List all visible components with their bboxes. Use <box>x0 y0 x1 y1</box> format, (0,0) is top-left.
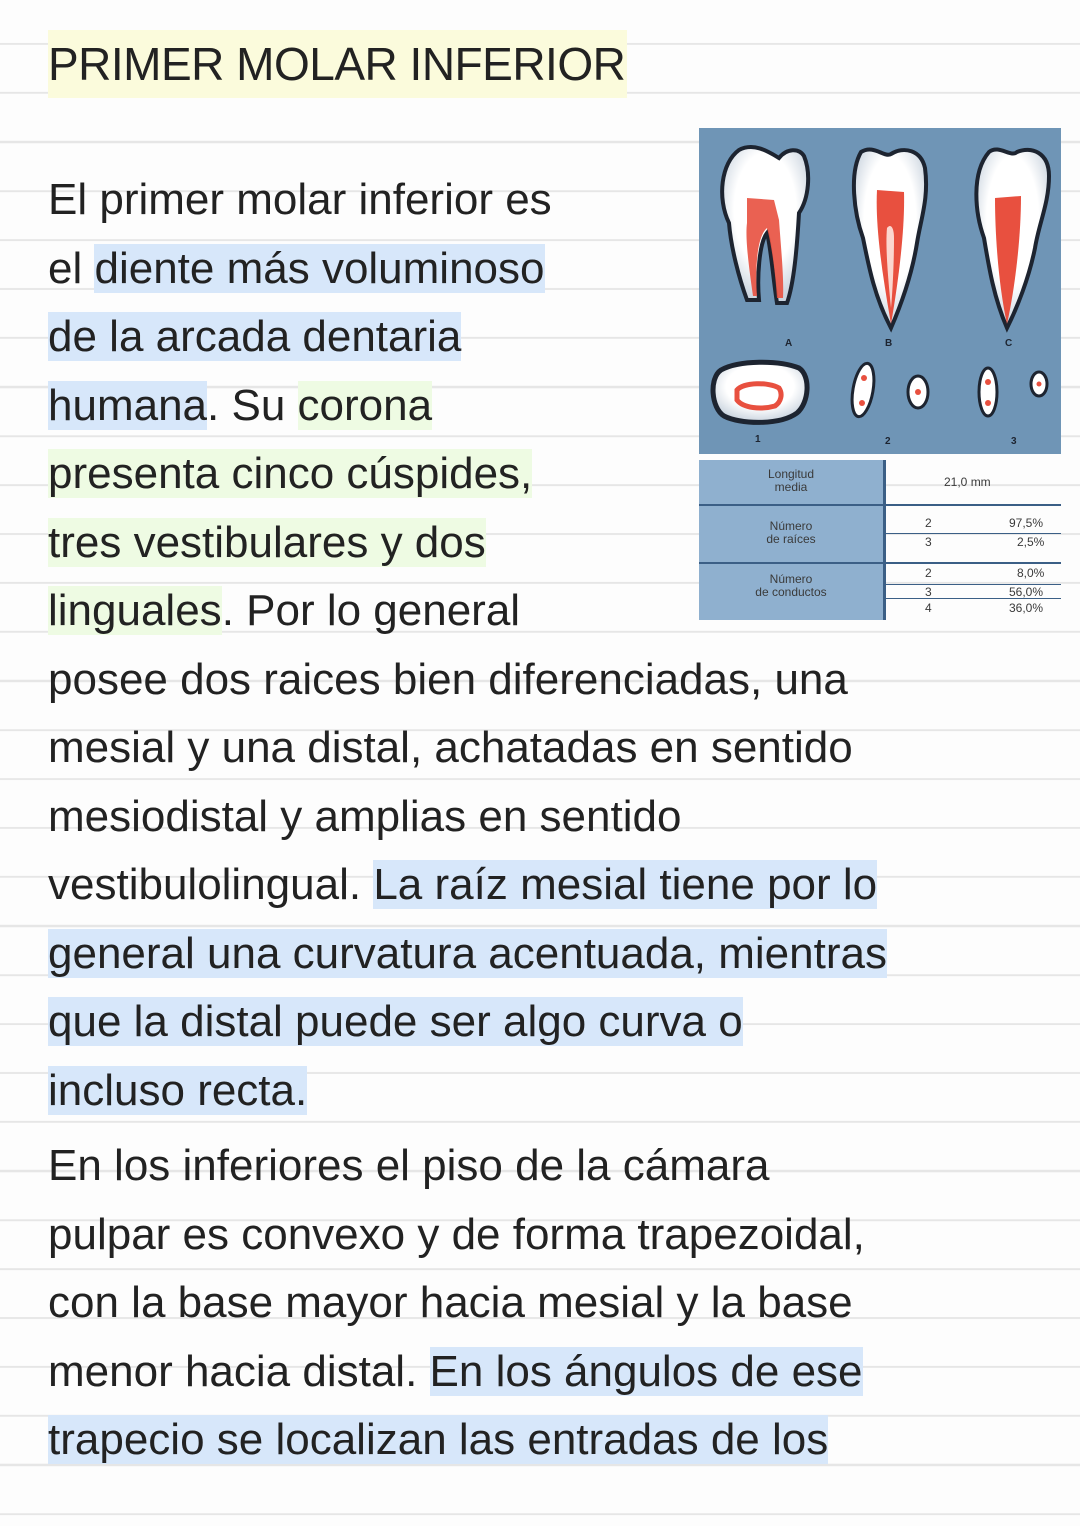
table-divider <box>699 504 1061 506</box>
canals-count: 2 <box>925 566 932 580</box>
text-line <box>48 714 887 783</box>
row-label-roots: Número de raíces <box>766 519 816 546</box>
text-span: En los inferiores el piso de la cámara <box>48 1141 770 1190</box>
cross-section-2-icon <box>848 362 928 419</box>
highlighted-text: diente más voluminoso <box>94 243 545 293</box>
label-2: 2 <box>885 436 891 447</box>
text-line <box>48 1132 865 1201</box>
length-value: 21,0 mm <box>944 475 991 489</box>
canals-pct: 56,0% <box>1009 585 1044 599</box>
label-a: A <box>785 338 793 349</box>
table-divider <box>699 562 1061 564</box>
text-span: . Por lo general <box>221 586 521 635</box>
roots-count: 3 <box>925 535 932 549</box>
highlighted-text: que la distal puede ser algo curva o <box>48 997 743 1046</box>
text-line <box>48 851 887 920</box>
tooth-b-icon <box>854 149 926 328</box>
highlighted-text: En los ángulos de ese <box>429 1346 863 1396</box>
highlighted-text: general una curvatura acentuada, mientras <box>48 928 887 978</box>
highlighted-text: presenta cinco cúspides, <box>48 449 533 498</box>
highlighted-text: linguales <box>48 586 222 635</box>
text-line <box>48 920 887 989</box>
highlighted-text: incluso recta. <box>48 1065 308 1115</box>
cross-section-1-icon <box>713 362 807 422</box>
tooth-illustration <box>699 128 1061 454</box>
highlighted-text: corona <box>297 380 433 430</box>
highlighted-text: trapecio se localizan las entradas de los <box>48 1415 829 1464</box>
text-line <box>48 1269 865 1338</box>
text-span: El primer molar inferior es <box>48 175 552 224</box>
canals-pct: 8,0% <box>1017 566 1045 580</box>
text-line <box>48 783 887 852</box>
text-span: el <box>48 243 95 293</box>
highlighted-text: humana <box>48 380 208 430</box>
highlighted-text: La raíz mesial tiene por lo <box>373 860 878 909</box>
roots-pct: 2,5% <box>1017 535 1045 549</box>
highlighted-text: tres vestibulares y dos <box>48 517 486 567</box>
paragraph-pulp-chamber <box>48 1132 865 1475</box>
text-span: posee dos raices bien diferenciadas, una <box>48 654 848 704</box>
highlighted-text: de la arcada dentaria <box>48 312 462 361</box>
text-line <box>48 1406 865 1475</box>
label-b: B <box>885 338 893 349</box>
table-divider <box>886 533 1061 534</box>
label-c: C <box>1005 338 1013 349</box>
roots-pct: 97,5% <box>1009 516 1044 530</box>
text-span: menor hacia distal. <box>48 1346 430 1396</box>
tooth-diagram-figure <box>699 128 1061 454</box>
row-label-canals: Número de conductos <box>755 572 827 599</box>
text-line <box>48 1201 865 1270</box>
text-span: vestibulolingual. <box>48 860 374 909</box>
tooth-a-icon <box>722 147 808 303</box>
text-line <box>48 1338 865 1407</box>
roots-count: 2 <box>925 516 932 530</box>
text-span: . Su <box>207 380 298 430</box>
canals-pct: 36,0% <box>1009 601 1044 615</box>
label-1: 1 <box>755 434 761 445</box>
text-span: con la base mayor hacia mesial y la base <box>48 1278 853 1327</box>
text-span: mesial y una distal, achatadas en sentido <box>48 723 853 772</box>
row-label-length: Longitud media <box>767 467 815 494</box>
label-3: 3 <box>1011 436 1017 447</box>
text-span: pulpar es convexo y de forma trapezoidal, <box>48 1209 865 1259</box>
page-title: PRIMER MOLAR INFERIOR <box>48 30 627 98</box>
cross-section-3-icon <box>979 368 1047 416</box>
statistics-table <box>699 460 1061 620</box>
canals-count: 3 <box>925 585 932 599</box>
text-line <box>48 646 887 715</box>
text-line <box>48 1057 887 1126</box>
tooth-c-icon <box>976 149 1049 328</box>
canals-count: 4 <box>925 601 932 615</box>
text-line <box>48 988 887 1057</box>
text-span: mesiodistal y amplias en sentido <box>48 791 682 841</box>
